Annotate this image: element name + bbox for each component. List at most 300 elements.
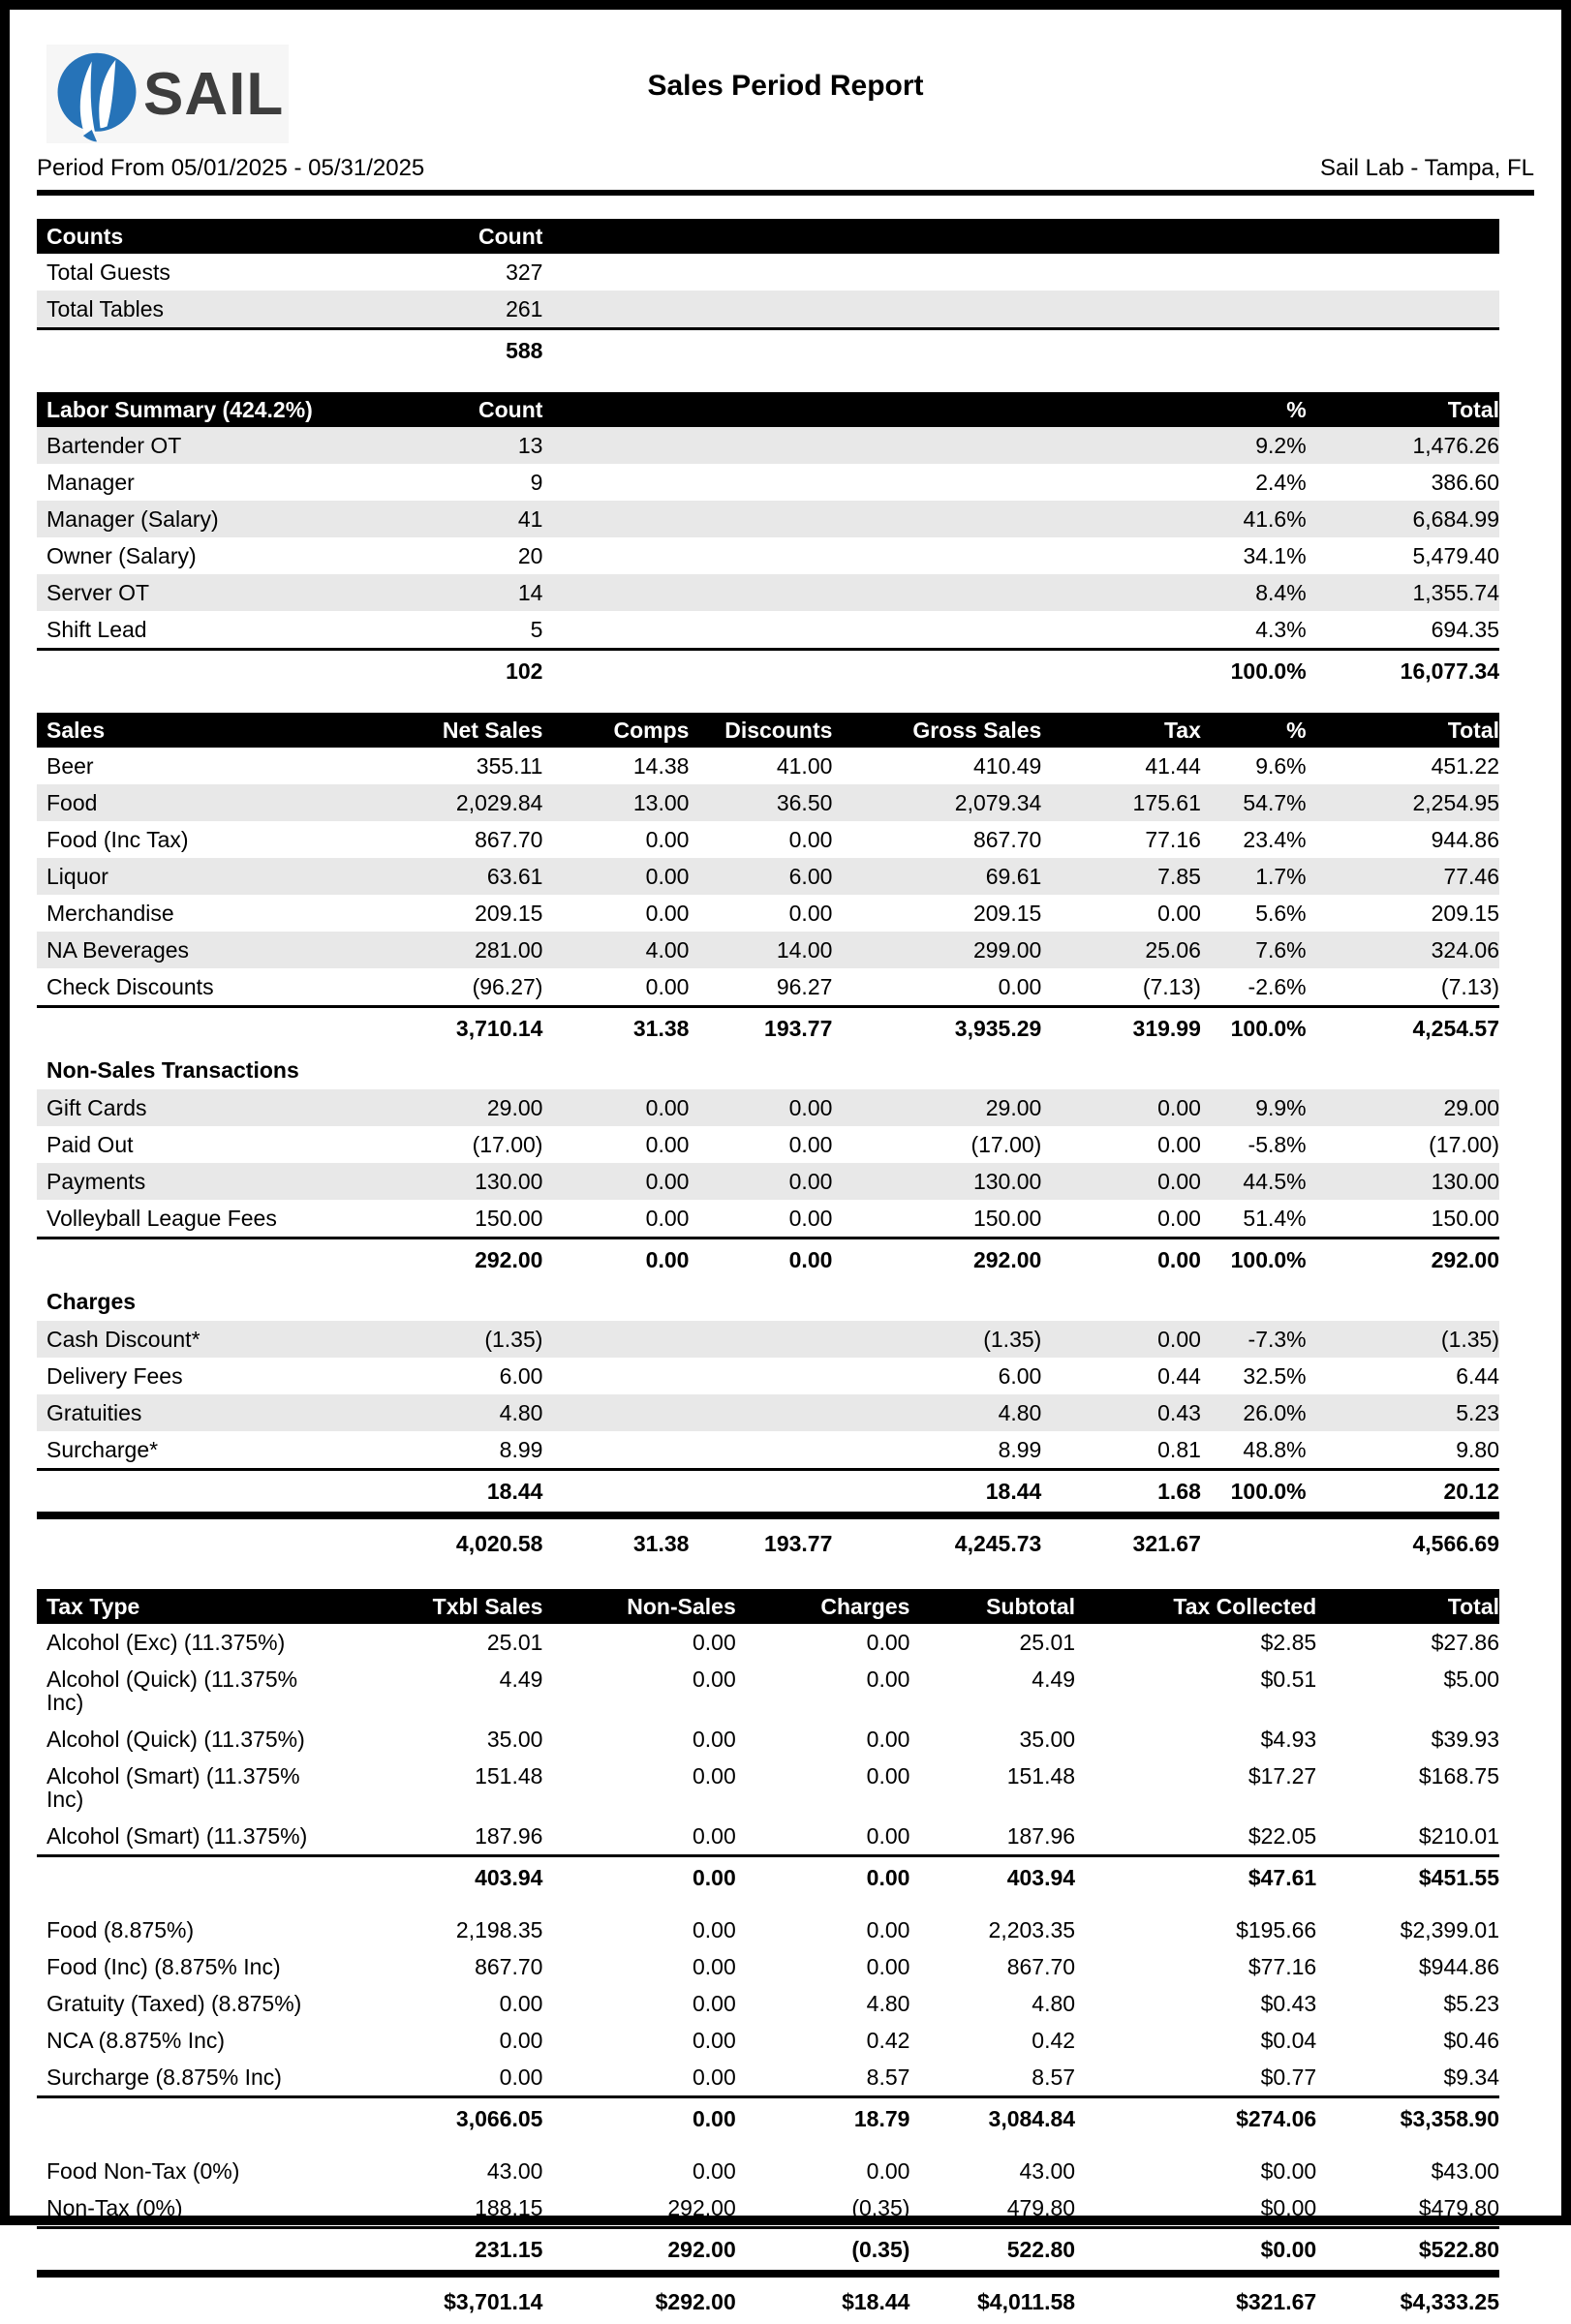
- cell-gross: 4.80: [998, 1400, 1042, 1425]
- cell-taxcol: $47.61: [1075, 1856, 1316, 1899]
- group-spacer: [37, 1898, 1499, 1911]
- cell-sub: 25.01: [1019, 1630, 1076, 1655]
- cell-total: $522.80: [1316, 2228, 1499, 2275]
- cell-pct: 48.8%: [1243, 1437, 1307, 1462]
- cell-label: Bartender OT: [46, 433, 182, 458]
- cell-txbl: 151.48: [475, 1763, 543, 1789]
- cell-count: 261: [506, 296, 543, 321]
- cell-label: Check Discounts: [46, 974, 214, 999]
- charges-header: Charges: [736, 1589, 910, 1624]
- cell-charges2alt: 4.80: [866, 1991, 910, 2016]
- cell-label: Beer: [46, 753, 94, 779]
- tax-type-title: Tax Type: [37, 1589, 315, 1624]
- cell-comps: 13.00: [632, 790, 690, 815]
- cell-pct: 54.7%: [1243, 790, 1307, 815]
- cell-total: $2,399.01: [1400, 1917, 1499, 1942]
- table-row: [37, 254, 1499, 290]
- cell-comps: [542, 1358, 689, 1394]
- cell-label: [37, 1007, 315, 1050]
- cell-net: 130.00: [475, 1169, 543, 1194]
- alcohol-tax-rows: [37, 1624, 1499, 1856]
- table-row: [37, 611, 1499, 650]
- cell-count: 588: [315, 329, 543, 372]
- tax-grand-total: [37, 2274, 1499, 2324]
- cell-label: Payments: [46, 1169, 146, 1194]
- nontax-total: [37, 2228, 1499, 2275]
- food-tax-total: [37, 2097, 1499, 2140]
- subtotal-header: Subtotal: [909, 1589, 1075, 1624]
- cell-comps: 0.00: [645, 1206, 690, 1231]
- cell-taxcol: $4.93: [1260, 1727, 1317, 1752]
- cell-taxcol: $274.06: [1075, 2097, 1316, 2140]
- table-row: [37, 1470, 1499, 1516]
- cell-label: NCA (8.875% Inc): [46, 2028, 226, 2053]
- cell-sub: 522.80: [909, 2228, 1075, 2275]
- cell-tax: 0.00: [1157, 1132, 1201, 1157]
- cell-sub: 151.48: [1006, 1763, 1076, 1789]
- table-row: [37, 1758, 1499, 1818]
- cell-taxcol: $2.85: [1260, 1630, 1317, 1655]
- cell-count: 13: [517, 433, 543, 458]
- alcohol-tax-total: [37, 1856, 1499, 1899]
- cell-nonsales: 292.00: [542, 2228, 735, 2275]
- cell-charges2alt: 0.00: [866, 1954, 910, 1979]
- cell-nonsales: 0.00: [692, 1991, 736, 2016]
- table-row: [37, 1089, 1499, 1126]
- cell-label: [37, 650, 315, 692]
- cell-gross: 6.00: [998, 1363, 1042, 1389]
- cell-total: $451.55: [1316, 1856, 1499, 1899]
- cell-gross: 8.99: [998, 1437, 1042, 1462]
- counts-count-header: Count: [315, 219, 543, 254]
- cell-comps: 0.00: [645, 1169, 690, 1194]
- charges-total: [37, 1470, 1499, 1516]
- cell-label: [37, 329, 315, 372]
- cell-label: Surcharge (8.875% Inc): [46, 2064, 282, 2090]
- cell-tax: 7.85: [1157, 864, 1201, 889]
- cell-nonsales: 0.00: [692, 2064, 736, 2090]
- cell-total: $4,333.25: [1316, 2274, 1499, 2324]
- cell-label: Shift Lead: [46, 617, 147, 642]
- cell-txbl: 35.00: [486, 1727, 543, 1752]
- cell-pct: 100.0%: [1201, 1470, 1307, 1516]
- tax-collected-header: Tax Collected: [1075, 1589, 1316, 1624]
- cell-total: $39.93: [1431, 1727, 1499, 1752]
- cell-taxcol: $0.77: [1260, 2064, 1317, 2090]
- pct-header: %: [1201, 713, 1307, 748]
- cell-total: $3,358.90: [1316, 2097, 1499, 2140]
- cell-taxcol: $0.00: [1260, 2195, 1317, 2220]
- cell-tax: 319.99: [1041, 1007, 1201, 1050]
- cell-net: 18.44: [315, 1470, 543, 1516]
- cell-sub: 0.42: [1032, 2028, 1076, 2053]
- cell-label: [37, 2274, 315, 2324]
- cell-sub: 867.70: [1006, 1954, 1076, 1979]
- cell-pct: 4.3%: [1255, 617, 1307, 642]
- cell-charges: 0.00: [866, 1667, 910, 1692]
- cell-nonsales: 0.00: [692, 1917, 736, 1942]
- cell-gross: 130.00: [972, 1169, 1042, 1194]
- comps-header: Comps: [542, 713, 689, 748]
- cell-label: Gratuities: [46, 1400, 142, 1425]
- cell-label: Liquor: [46, 864, 108, 889]
- table-row: [37, 821, 1499, 858]
- cell-tax: 175.61: [1132, 790, 1201, 815]
- table-row: [37, 1818, 1499, 1856]
- cell-gross: 0.00: [998, 974, 1042, 999]
- sales-total: [37, 1007, 1499, 1050]
- counts-total: [37, 329, 1499, 372]
- table-row: [37, 1515, 1499, 1566]
- cell-fill: [542, 650, 1116, 692]
- cell-net: 29.00: [486, 1095, 543, 1120]
- cell-total: $9.34: [1443, 2064, 1499, 2090]
- cell-gross: (1.35): [983, 1327, 1042, 1352]
- cell-pct: 100.0%: [1201, 1238, 1307, 1281]
- table-row: [37, 1661, 1499, 1721]
- cell-total: 6,684.99: [1412, 506, 1499, 532]
- brand-name: SAIL: [143, 60, 285, 128]
- cell-total: 1,476.26: [1412, 433, 1499, 458]
- cell-nonsales: 292.00: [667, 2195, 736, 2220]
- cell-total: (7.13): [1440, 974, 1499, 999]
- table-row: [37, 2059, 1499, 2097]
- cell-net: 4,020.58: [315, 1515, 543, 1566]
- cell-gross: 867.70: [972, 827, 1042, 852]
- cell-comps: 4.00: [645, 937, 690, 963]
- table-row: [37, 1624, 1499, 1661]
- cell-gross: (17.00): [970, 1132, 1042, 1157]
- cell-nonsales: 0.00: [692, 1763, 736, 1789]
- cell-disc: [689, 1358, 832, 1394]
- cell-charges: 0.00: [866, 1763, 910, 1789]
- cell-nonsales: 0.00: [692, 2158, 736, 2184]
- table-row: [37, 1200, 1499, 1238]
- report-header: [37, 45, 1534, 145]
- table-row: [37, 1007, 1499, 1050]
- cell-comps: 0.00: [645, 901, 690, 926]
- cell-count: 102: [315, 650, 543, 692]
- cell-fill: [542, 254, 1116, 290]
- cell-pct: 2.4%: [1255, 470, 1307, 495]
- cell-taxcol: $0.04: [1260, 2028, 1317, 2053]
- sales-table: [37, 713, 1499, 1566]
- cell-nonsales: 0.00: [692, 1630, 736, 1655]
- cell-label: Food (Inc Tax): [46, 827, 189, 852]
- table-row: [37, 1126, 1499, 1163]
- cell-label: Total Tables: [46, 296, 165, 321]
- cell-tax: 1.68: [1041, 1470, 1201, 1516]
- cell-taxcol: $0.00: [1075, 2228, 1316, 2275]
- cell-charges: 0.00: [866, 2158, 910, 2184]
- cell-txbl: 403.94: [315, 1856, 543, 1899]
- cell-label: Food (8.875%): [46, 1917, 195, 1942]
- cell-total: 6.44: [1456, 1363, 1499, 1389]
- cell-pct: 51.4%: [1243, 1206, 1307, 1231]
- counts-rows: [37, 254, 1499, 329]
- cell-label: Manager: [46, 470, 135, 495]
- cell-nonsales: 0.00: [542, 1856, 735, 1899]
- cell-nonsales: 0.00: [692, 1727, 736, 1752]
- cell-disc: 0.00: [788, 1169, 833, 1194]
- cell-txbl: $3,701.14: [315, 2274, 543, 2324]
- page-title: Sales Period Report: [647, 70, 924, 102]
- table-row: [37, 1948, 1499, 1985]
- cell-disc: [689, 1470, 832, 1516]
- cell-net: (96.27): [472, 974, 543, 999]
- cell-txbl: 867.70: [475, 1954, 543, 1979]
- cell-total: 150.00: [1431, 1206, 1499, 1231]
- table-row: [37, 1911, 1499, 1948]
- nontax-rows: [37, 2153, 1499, 2228]
- cell-net: 281.00: [475, 937, 543, 963]
- table-row: [37, 1394, 1499, 1431]
- cell-total: 5,479.40: [1412, 543, 1499, 568]
- cell-txbl: 4.49: [499, 1667, 543, 1692]
- cell-total: [1307, 290, 1499, 329]
- table-row: [37, 501, 1499, 537]
- cell-sub: 4.80: [1032, 1991, 1076, 2016]
- cell-pct: 5.6%: [1255, 901, 1307, 926]
- cell-nonsales: 0.00: [692, 1667, 736, 1692]
- charges-section: [37, 1280, 1499, 1321]
- cell-fill: [542, 611, 1116, 650]
- labor-header: [37, 392, 1499, 427]
- cell-tax: 0.00: [1157, 1327, 1201, 1352]
- table-row: [37, 329, 1499, 372]
- cell-comps: [542, 1431, 689, 1470]
- cell-count: 14: [517, 580, 543, 605]
- cell-nonsales: 0.00: [692, 1823, 736, 1849]
- cell-label: Alcohol (Quick) (11.375%): [46, 1727, 305, 1752]
- cell-nonsales: 0.00: [692, 1954, 736, 1979]
- table-row: [37, 2022, 1499, 2059]
- cell-total: 16,077.34: [1307, 650, 1499, 692]
- cell-tax: 0.81: [1157, 1437, 1201, 1462]
- period-range: Period From 05/01/2025 - 05/31/2025: [37, 155, 425, 181]
- period-bar: [37, 155, 1534, 196]
- cell-sub: 479.80: [1006, 2195, 1076, 2220]
- cell-label: [37, 2228, 315, 2275]
- cell-fill: [542, 537, 1116, 574]
- cell-pct: 7.6%: [1255, 937, 1307, 963]
- counts-title: Counts: [37, 219, 315, 254]
- labor-rows: [37, 427, 1499, 650]
- table-row: [37, 1856, 1499, 1899]
- cell-pct: 1.7%: [1255, 864, 1307, 889]
- cell-disc: 36.50: [776, 790, 833, 815]
- cell-charges: 0.00: [866, 1823, 910, 1849]
- cell-disc: [689, 1431, 832, 1470]
- cell-comps: 31.38: [542, 1007, 689, 1050]
- cell-gross: 209.15: [972, 901, 1042, 926]
- tax-type-table: [37, 1589, 1499, 2324]
- cell-fill: [542, 329, 1116, 372]
- cell-net: 2,029.84: [455, 790, 543, 815]
- cell-tax: (7.13): [1142, 974, 1201, 999]
- cell-label: Merchandise: [46, 901, 174, 926]
- cell-net: 3,710.14: [315, 1007, 543, 1050]
- table-row: [37, 784, 1499, 821]
- cell-taxcol: $321.67: [1075, 2274, 1316, 2324]
- cell-pct: 23.4%: [1243, 827, 1307, 852]
- cell-label: Gift Cards: [46, 1095, 147, 1120]
- cell-pct: 9.6%: [1255, 753, 1307, 779]
- cell-count: 20: [517, 543, 543, 568]
- sales-rows: [37, 748, 1499, 1007]
- labor-title: Labor Summary (424.2%): [37, 392, 315, 427]
- cell-total: 944.86: [1431, 827, 1499, 852]
- section-header-row: [37, 1280, 1499, 1321]
- cell-txbl: 0.00: [499, 2028, 543, 2053]
- cell-gross: 18.44: [832, 1470, 1041, 1516]
- cell-comps: 0.00: [645, 1132, 690, 1157]
- cell-tax: 0.43: [1157, 1400, 1201, 1425]
- cell-disc: 0.00: [788, 827, 833, 852]
- table-row: [37, 2189, 1499, 2228]
- cell-label: Server OT: [46, 580, 150, 605]
- cell-label: [37, 1470, 315, 1516]
- cell-disc: 14.00: [776, 937, 833, 963]
- cell-pct: 9.9%: [1255, 1095, 1307, 1120]
- cell-label: Food (Inc) (8.875% Inc): [46, 1954, 281, 1979]
- cell-tax: 41.44: [1145, 753, 1201, 779]
- cell-tax: 0.00: [1157, 1169, 1201, 1194]
- table-row: [37, 1431, 1499, 1470]
- cell-txbl: 188.15: [475, 2195, 543, 2220]
- cell-total: $944.86: [1418, 1954, 1499, 1979]
- cell-charges: 0.00: [866, 1630, 910, 1655]
- cell-fill: [542, 427, 1116, 464]
- cell-sub: 403.94: [909, 1856, 1075, 1899]
- cell-sub: 4.49: [1032, 1667, 1076, 1692]
- labor-summary-table: [37, 392, 1499, 691]
- cell-taxcol: $195.66: [1236, 1917, 1317, 1942]
- cell-label: Cash Discount*: [46, 1327, 200, 1352]
- cell-comps: 14.38: [632, 753, 690, 779]
- cell-label: Manager (Salary): [46, 506, 219, 532]
- cell-disc: 0.00: [788, 1095, 833, 1120]
- cell-taxcol: $0.43: [1260, 1991, 1317, 2016]
- table-row: [37, 748, 1499, 784]
- cell-fill: [542, 290, 1116, 329]
- cell-label: [37, 1856, 315, 1899]
- cell-gross: 2,079.34: [954, 790, 1042, 815]
- non-sales-section-title: Non-Sales Transactions: [46, 1057, 299, 1083]
- labor-total: [37, 650, 1499, 692]
- table-row: [37, 2153, 1499, 2189]
- cell-charges: 18.79: [736, 2097, 910, 2140]
- cell-comps: 0.00: [645, 1095, 690, 1120]
- cell-comps: 0.00: [645, 974, 690, 999]
- cell-net: 4.80: [499, 1400, 543, 1425]
- cell-taxcol: $0.51: [1260, 1667, 1317, 1692]
- cell-total: 4,254.57: [1307, 1007, 1499, 1050]
- cell-gross: 299.00: [972, 937, 1042, 963]
- cell-txbl: 187.96: [475, 1823, 543, 1849]
- cell-disc: 0.00: [689, 1238, 832, 1281]
- cell-sub: $4,011.58: [909, 2274, 1075, 2324]
- sales-grand-total: [37, 1515, 1499, 1566]
- group-spacer: [37, 2139, 1499, 2153]
- charges-rows: [37, 1321, 1499, 1470]
- cell-charges2alt: 0.00: [866, 1917, 910, 1942]
- cell-total: $5.00: [1443, 1667, 1499, 1692]
- non-sales-rows: [37, 1089, 1499, 1238]
- cell-total: 451.22: [1431, 753, 1499, 779]
- cell-tax: 321.67: [1041, 1515, 1201, 1566]
- non-sales-total: [37, 1238, 1499, 1281]
- cell-gross: 4,245.73: [832, 1515, 1041, 1566]
- cell-pct: 44.5%: [1243, 1169, 1307, 1194]
- cell-fill: [542, 501, 1116, 537]
- cell-label: Alcohol (Smart) (11.375% Inc): [46, 1763, 300, 1812]
- cell-net: 209.15: [475, 901, 543, 926]
- cell-net: 292.00: [315, 1238, 543, 1281]
- cell-txbl: 43.00: [486, 2158, 543, 2184]
- location-label: Sail Lab - Tampa, FL: [1319, 155, 1534, 181]
- cell-total: 130.00: [1431, 1169, 1499, 1194]
- cell-total: $43.00: [1431, 2158, 1499, 2184]
- cell-total: $0.46: [1443, 2028, 1499, 2053]
- cell-total: [1307, 254, 1499, 290]
- cell-comps: 0.00: [542, 1238, 689, 1281]
- cell-comps: 0.00: [645, 864, 690, 889]
- cell-charges: $18.44: [736, 2274, 910, 2324]
- cell-label: [37, 1238, 315, 1281]
- cell-tax: 77.16: [1145, 827, 1201, 852]
- table-row: [37, 932, 1499, 968]
- cell-tax: 0.44: [1157, 1363, 1201, 1389]
- cell-label: Alcohol (Smart) (11.375%): [46, 1823, 308, 1849]
- cell-sub: 3,084.84: [909, 2097, 1075, 2140]
- cell-disc: [689, 1321, 832, 1358]
- cell-sub: 43.00: [1019, 2158, 1076, 2184]
- charges-section-title: Charges: [46, 1289, 137, 1314]
- cell-pct: 8.4%: [1255, 580, 1307, 605]
- counts-header: [37, 219, 1499, 254]
- cell-sub: 35.00: [1019, 1727, 1076, 1752]
- total-header: Total: [1307, 713, 1499, 748]
- cell-charges: (0.35): [736, 2228, 910, 2275]
- cell-label: Alcohol (Exc) (11.375%): [46, 1630, 286, 1655]
- cell-total: $168.75: [1418, 1763, 1499, 1789]
- cell-net: 355.11: [476, 753, 543, 779]
- cell-disc: 193.77: [689, 1515, 832, 1566]
- table-row: [37, 968, 1499, 1007]
- cell-label: Total Guests: [46, 260, 170, 285]
- cell-total: 4,566.69: [1307, 1515, 1499, 1566]
- cell-label: Alcohol (Quick) (11.375% Inc): [46, 1667, 298, 1715]
- cell-total: [1307, 329, 1499, 372]
- table-row: [37, 574, 1499, 611]
- cell-pct: 32.5%: [1243, 1363, 1307, 1389]
- cell-comps: 31.38: [542, 1515, 689, 1566]
- cell-gross: 150.00: [972, 1206, 1042, 1231]
- cell-label: [37, 1515, 315, 1566]
- table-row: [37, 537, 1499, 574]
- table-row: [37, 1163, 1499, 1200]
- cell-pct: -7.3%: [1248, 1327, 1307, 1352]
- cell-txbl: 231.15: [315, 2228, 543, 2275]
- cell-txbl: 0.00: [499, 1991, 543, 2016]
- cell-charges: 0.00: [736, 1856, 910, 1899]
- cell-tax: 0.00: [1157, 1095, 1201, 1120]
- cell-disc: 96.27: [776, 974, 833, 999]
- table-row: [37, 858, 1499, 895]
- cell-pct: 100.0%: [1116, 650, 1306, 692]
- cell-disc: 41.00: [776, 753, 833, 779]
